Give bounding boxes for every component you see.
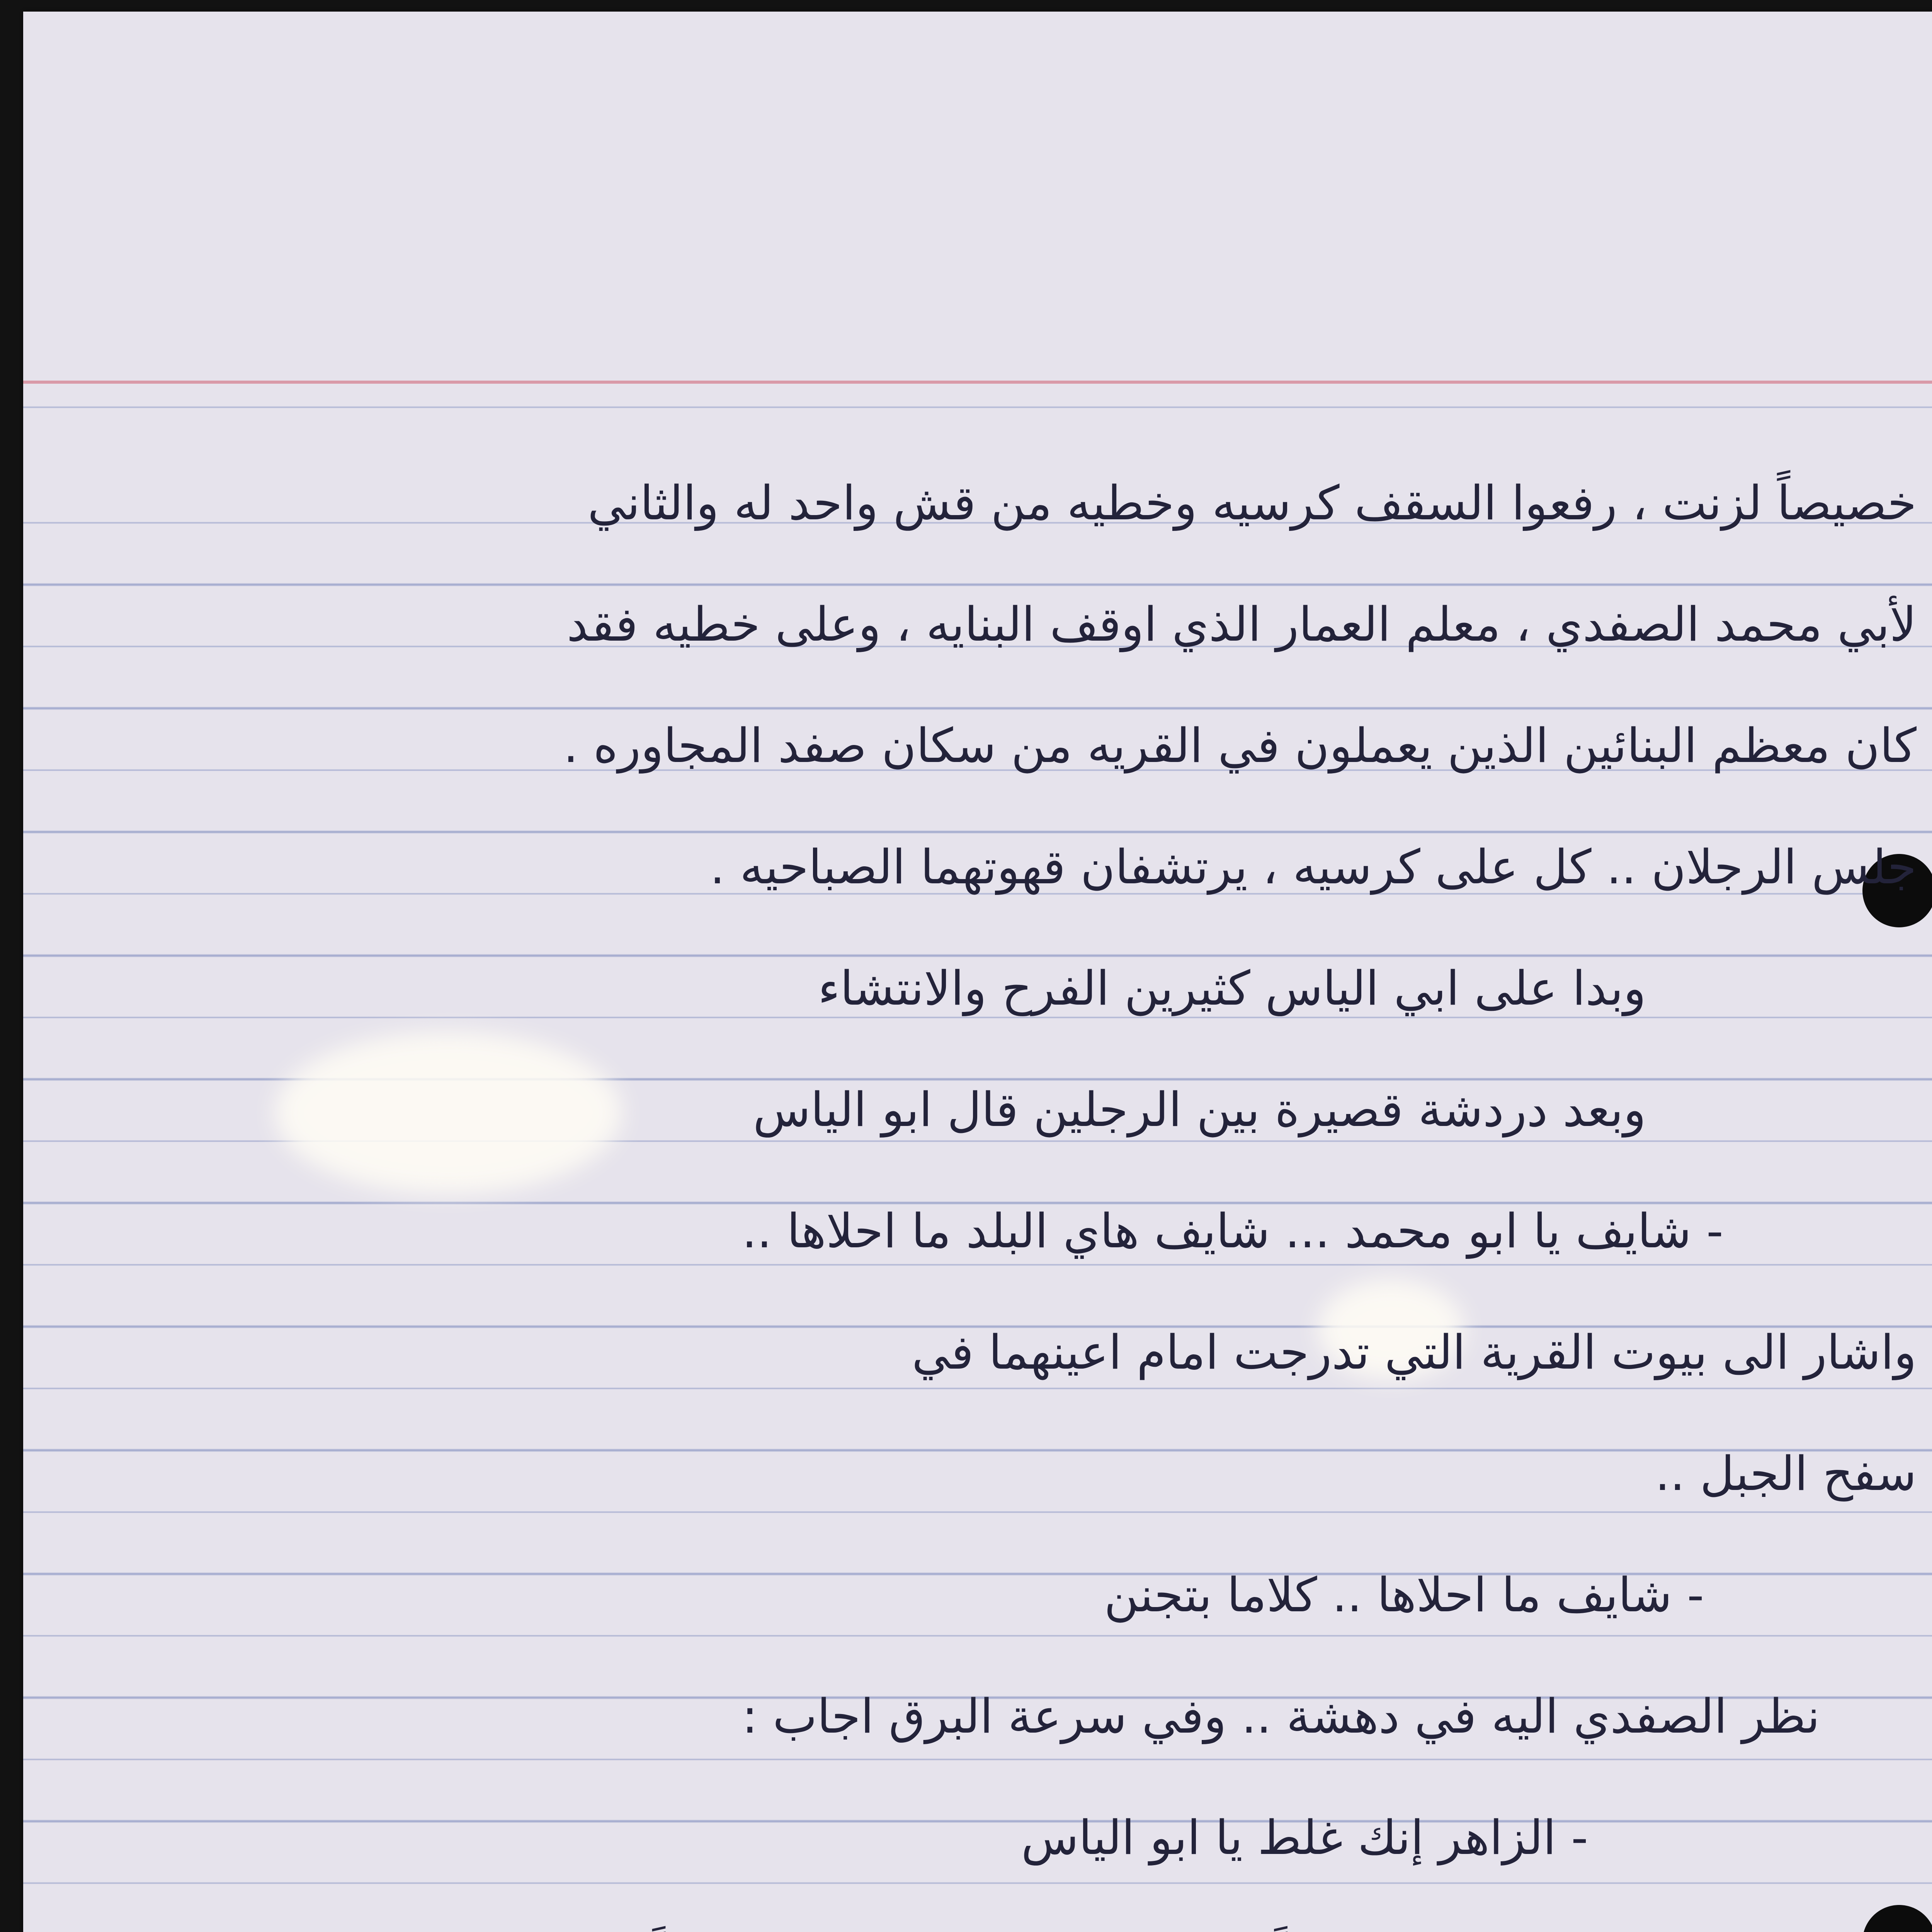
red-margin-rule <box>23 381 1932 384</box>
handwritten-line <box>120 1898 1917 1932</box>
handwritten-line: كان معظم البنائين الذين يعملون في القريه من سكان صفد المجاوره . <box>563 718 1917 773</box>
handwritten-line: جلس الرجلان .. كل على كرسيه ، يرتشفان قهوتهما الصباحيه . <box>710 840 1917 895</box>
handwritten-line: واشار الى بيوت القرية التي تدرجت امام اعينهما في <box>912 1325 1917 1380</box>
handwritten-line: - شايف يا ابو محمد ... شايف هاي البلد ما احلاها .. <box>742 1204 1723 1259</box>
handwritten-line: لأبي محمد الصفدي ، معلم العمار الذي اوقف البنايه ، وعلى خطيه فقد <box>566 597 1917 652</box>
unruled-header-area <box>23 12 1932 400</box>
handwritten-text-block <box>120 442 1917 1932</box>
handwritten-line: وبدا على ابي الياس كثيرين الفرح والانتشاء <box>818 961 1646 1016</box>
handwritten-line: خصيصاً لزنت ، رفعوا السقف كرسيه وخطيه من قش واحد له والثاني <box>587 476 1917 531</box>
paper-sheet <box>23 12 1932 1932</box>
handwritten-line: - الزاهر إنك غلط يا ابو الياس <box>1021 1810 1588 1865</box>
handwritten-line: - شايف ما احلاها .. كلاما بتجنن <box>1104 1568 1704 1622</box>
handwritten-line: وبعد دردشة قصيرة بين الرجلين قال ابو الياس <box>753 1082 1646 1137</box>
handwritten-line: سفح الجبل .. <box>1655 1446 1917 1501</box>
handwritten-line: نظر الصفدي اليه في دهشة .. وفي سرعة البرق اجاب : <box>742 1689 1820 1744</box>
